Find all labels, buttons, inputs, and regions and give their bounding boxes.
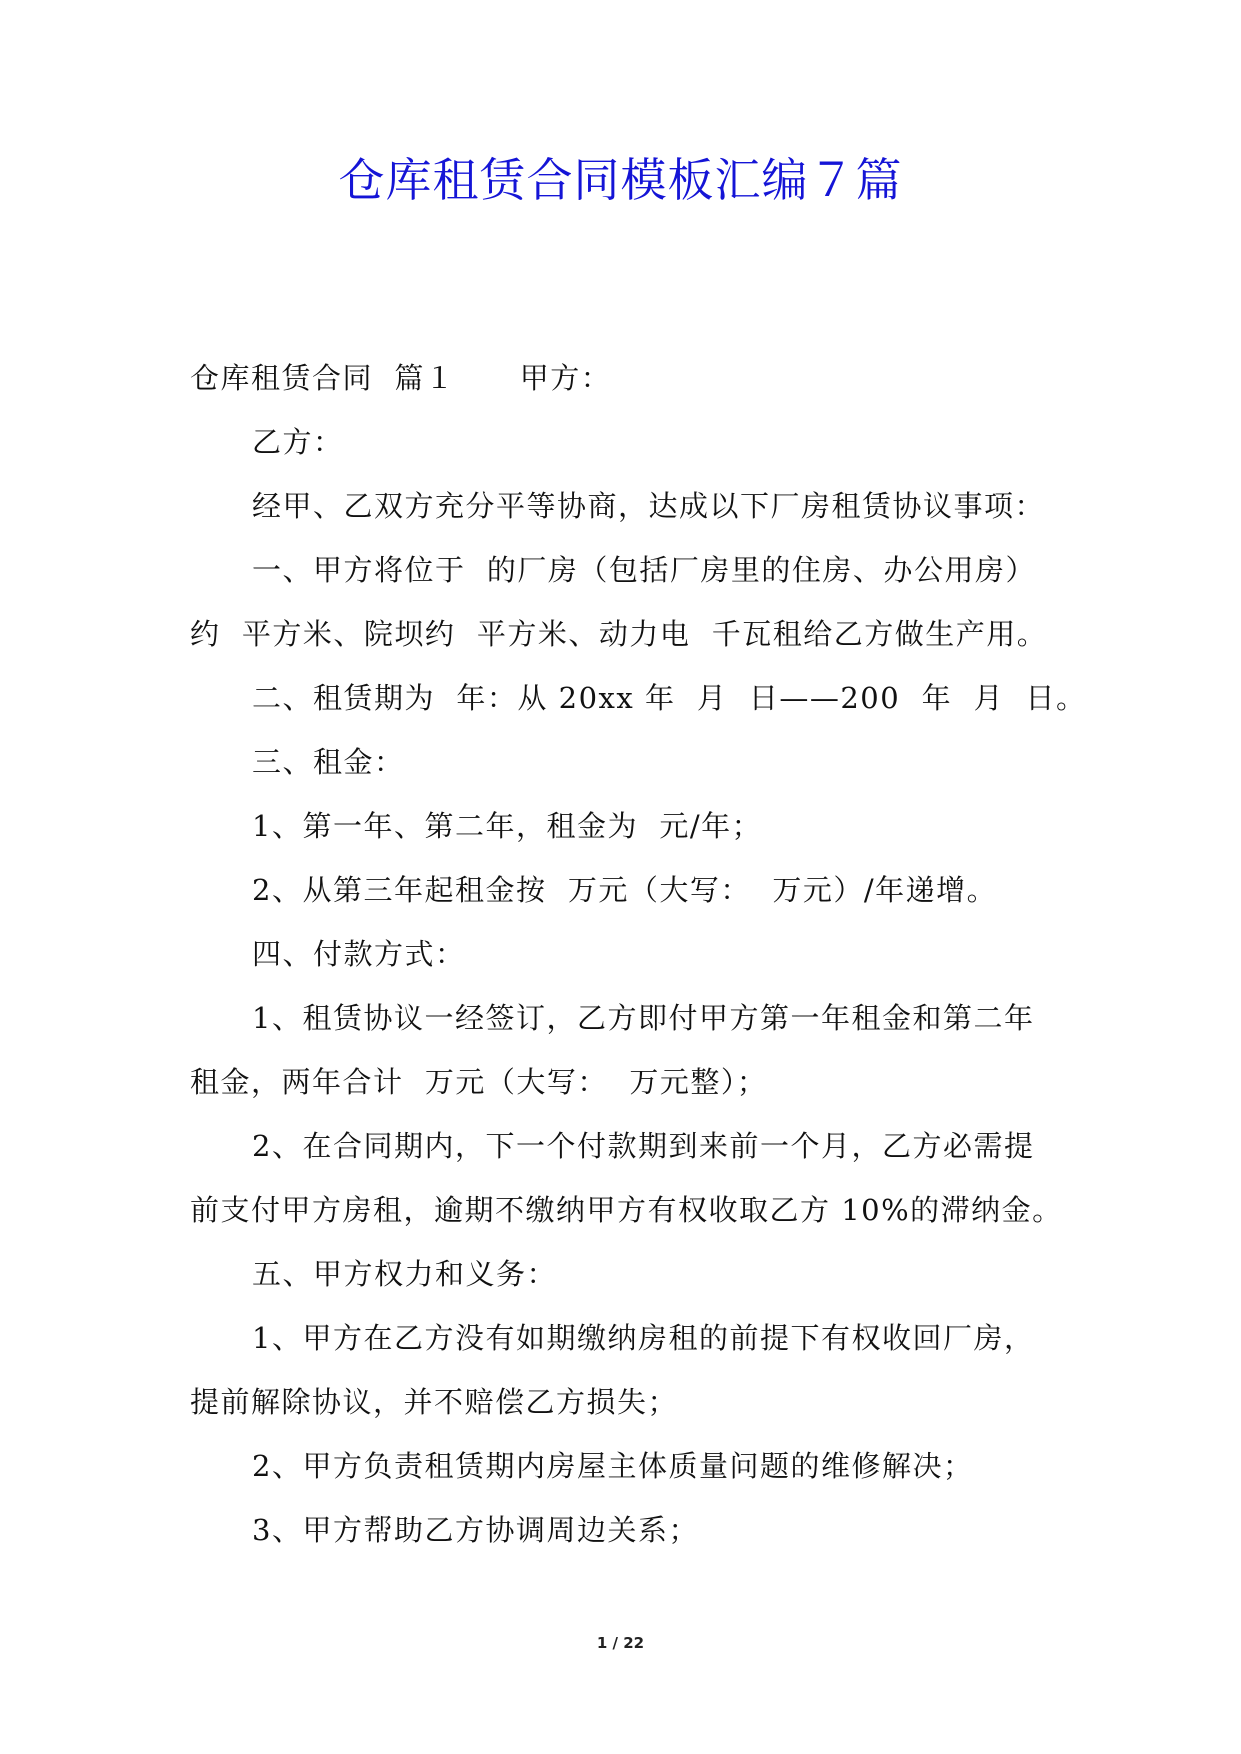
paragraph-line: 前支付甲方房租，逾期不缴纳甲方有权收取乙方 10%的滞纳金。	[190, 1193, 1063, 1227]
paragraph-line: 一、甲方将位于 的厂房（包括厂房里的住房、办公用房）	[252, 553, 1036, 587]
paragraph-line: 1、租赁协议一经签订，乙方即付甲方第一年租金和第二年	[252, 1001, 1035, 1035]
paragraph-line: 五、甲方权力和义务：	[252, 1257, 558, 1291]
paragraph-line: 2、从第三年起租金按 万元（大写： 万元）/年递增。	[252, 873, 998, 907]
paragraph-line: 提前解除协议，并不赔偿乙方损失；	[190, 1385, 679, 1419]
paragraph-line: 乙方：	[252, 425, 344, 459]
paragraph-line: 仓库租赁合同 篇１ 甲方：	[190, 361, 612, 395]
paragraph-line: 1、第一年、第二年，租金为 元/年；	[252, 809, 763, 843]
document-body	[190, 346, 1090, 1562]
paragraph-line: 3、甲方帮助乙方协调周边关系；	[252, 1513, 699, 1547]
paragraph-line: 2、在合同期内，下一个付款期到来前一个月，乙方必需提	[252, 1129, 1035, 1163]
paragraph-line: 四、付款方式：	[252, 937, 466, 971]
paragraph-line: 经甲、乙双方充分平等协商，达成以下厂房租赁协议事项：	[252, 489, 1046, 523]
paragraph-line: 2、甲方负责租赁期内房屋主体质量问题的维修解决；	[252, 1449, 974, 1483]
page-number: 1 / 22	[596, 1634, 645, 1652]
document-title: 仓库租赁合同模板汇编７篇	[338, 153, 903, 207]
paragraph-line: 租金，两年合计 万元（大写： 万元整）；	[190, 1065, 768, 1099]
paragraph-line: 三、租金：	[252, 745, 405, 779]
paragraph-line: 二、租赁期为 年：从 20xx 年 月 日——200 年 月 日。	[252, 681, 1087, 715]
paragraph-line: 1、甲方在乙方没有如期缴纳房租的前提下有权收回厂房，	[252, 1321, 1035, 1355]
paragraph-line: 约 平方米、院坝约 平方米、动力电 千瓦租给乙方做生产用。	[190, 617, 1048, 651]
